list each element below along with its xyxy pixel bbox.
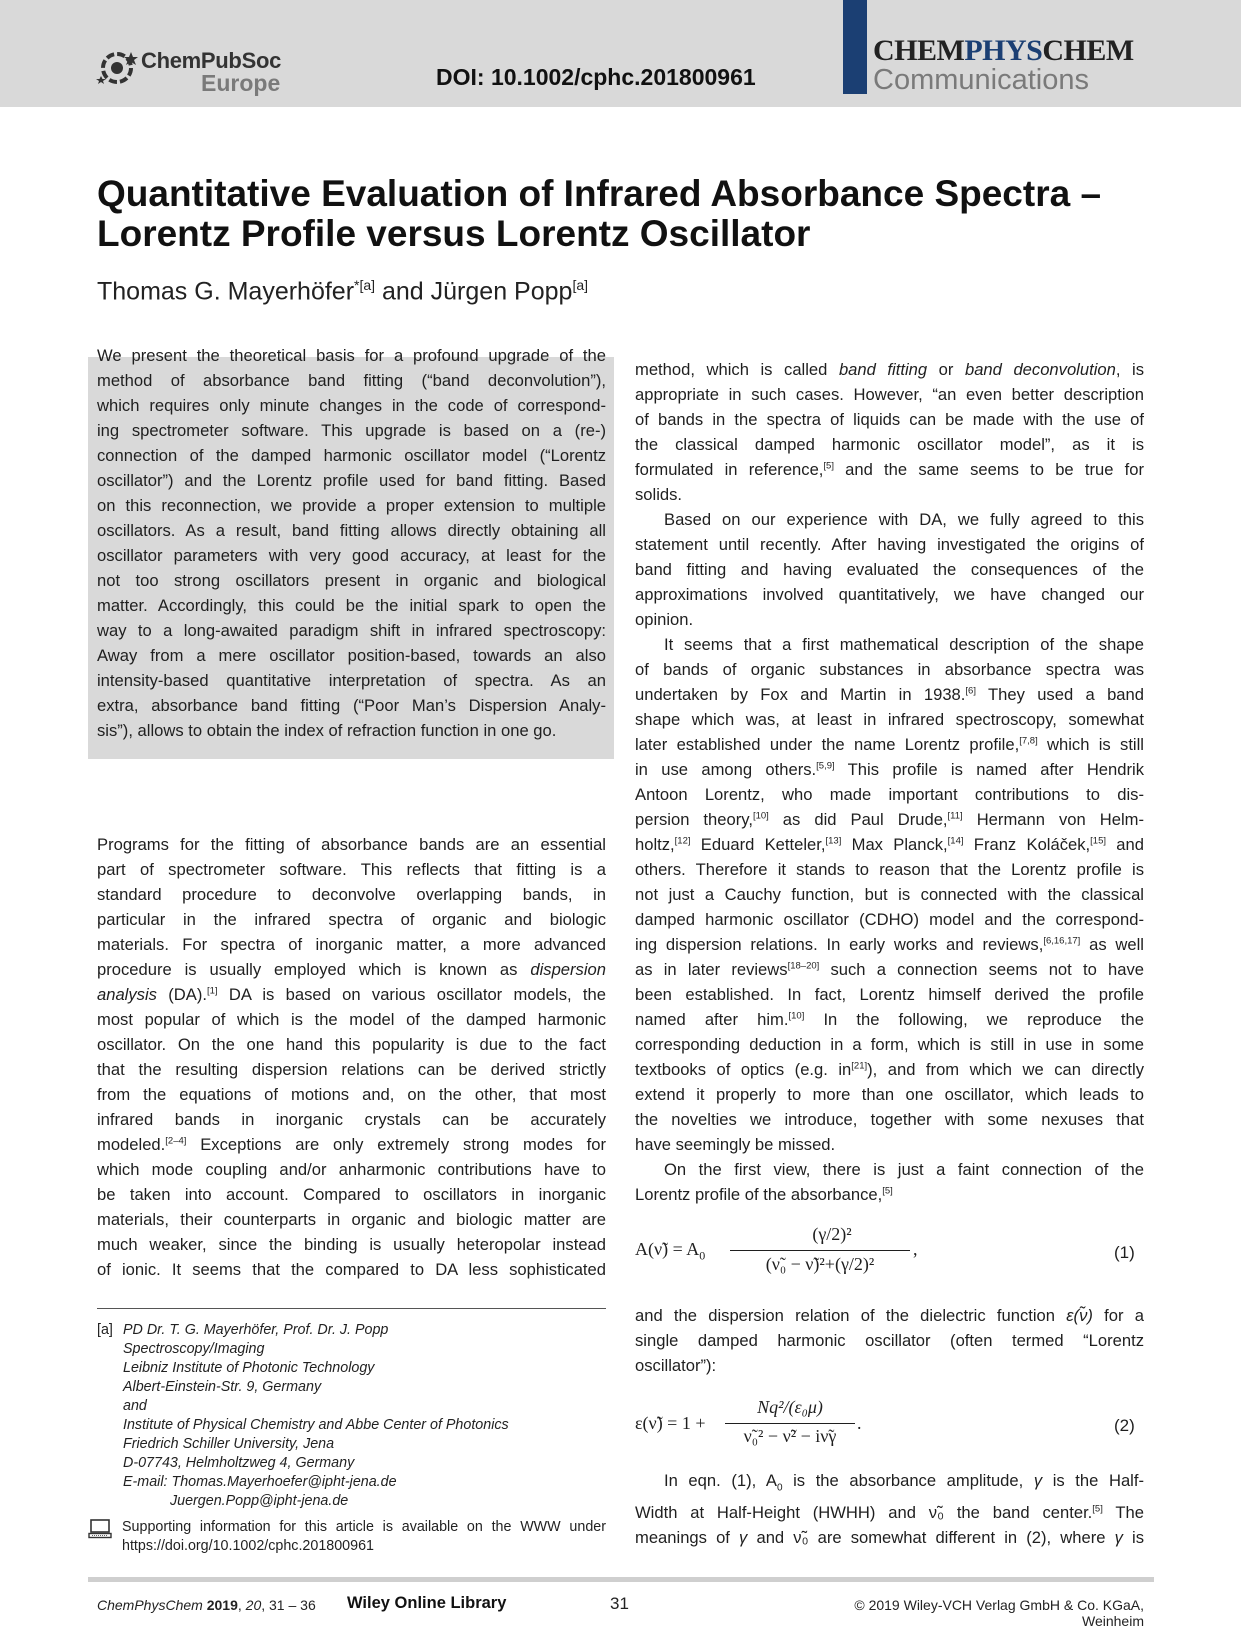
publisher-region: Europe: [201, 70, 281, 96]
footer-rule: [88, 1577, 1154, 1582]
page-header: [0, 0, 1241, 107]
body-paragraph-right-1: method, which is called band fitting or band deconvolution, is appropriate in such cases. However, “an even better description of bands in the spectra of liquids can be made with the use of the classical damped harmonic oscillator model”, as it is formulated in reference,[5] and the same seems to be true for solids. Based on our experience with DA, we fully agreed to this statement until recently. After having investigated the origins of band fitting and having evaluated the consequences of the approximations involved quantitatively, we have changed our opinion. It seems that a first mathematical description of the shape of bands of organic substances in absorbance spectra was undertaken by Fox and Martin in 1938.[6] They used a band shape which was, at least in infrared spectroscopy, somewhat later established under the name Lorentz profile,[7,8] which is still in use among others.[5,9] This profile is named after Hendrik Antoon Lorentz, who made important contributions to dis- persion theory,[10] as did Paul Drude,[11] Hermann von Helm- holtz,[12] Eduard Ketteler,[13] Max Planck,[14] Franz Koláček,[15] and others. Therefore it stands to reason that the Lorentz profile is not just a Cauchy function, but is connected with the classical damped harmonic oscillator (CDHO) model and the correspond- ing dispersion relations. In early works and reviews,[6,16,17] as well as in later reviews[18–20] such a connection seems not to have been established. In fact, Lorentz himself derived the profile named after him.[10] In the following, we reproduce the corresponding deduction in a form, which is still in use in some textbooks of optics (e.g. in[21]), and from which we can directly extend it properly to more than one oscillator, which leads to the novelties we introduce, together with some nexuses that have seemingly be missed. On the first view, there is just a faint connection of the Lorentz profile of the absorbance,[5]: [635, 360, 1145, 1204]
article-title: Quantitative Evaluation of Infrared Absorbance Spectra – Lorentz Profile versus Lorentz Oscillator: [97, 173, 1102, 254]
journal-name: CHEMPHYSCHEM: [873, 34, 1134, 67]
footnote-rule: [97, 1308, 606, 1309]
wiley-online-library-link[interactable]: Wiley Online Library: [347, 1594, 507, 1612]
publisher-name: ChemPubSoc: [141, 48, 282, 73]
footer-citation: ChemPhysChem 2019, 20, 31 – 36: [97, 1597, 316, 1613]
body-paragraph-intro: Programs for the fitting of absorbance bands are an essential part of spectrometer software. This reflects that fitting is a standard procedure to deconvolve overlapping bands, in particular in the infrared spectra of organic and biologic materials. For spectra of inorganic matter, a more advanced procedure is usually employed which is known as dispersion analysis (DA).[1] DA is based on various oscillator models, the most popular of which is the model of the damped harmonic oscillator. On the one hand this popularity is due to the fact that the resulting dispersion relations can be derived strictly from the equations of motions and, on the other, that most infrared bands in inorganic crystals can be accurately modeled.[2–4] Exceptions are only extremely strong modes for which mode coupling and/or anharmonic contributions have to be taken into account. Compared to oscillators in inorganic materials, their counterparts in organic and biologic matter are much weaker, since the binding is usually heteropolar instead of ionic. It seems that the compared to DA less sophisticated: [97, 835, 606, 1279]
journal-section: Communications: [873, 64, 1089, 96]
computer-icon: [88, 1519, 112, 1539]
doi: DOI: 10.1002/cphc.201800961: [436, 64, 756, 90]
supporting-info-note: Supporting information for this article is available on the WWW under https://doi.org/10.1002/cphc.201800961: [88, 1518, 606, 1556]
journal-accent-bar: [843, 0, 867, 94]
chempubsoc-logo-icon: [95, 46, 139, 90]
body-paragraph-right-2: and the dispersion relation of the dielectric function ε(ν̃) for a single damped harmonic oscillator (often termed “Lorentz oscillator”):: [635, 1306, 1144, 1375]
page-number: 31: [610, 1594, 629, 1613]
equation-1-number: (1): [1114, 1243, 1135, 1262]
email-1: E-mail: Thomas.Mayerhoefer@ipht-jena.de: [123, 1474, 397, 1490]
copyright: © 2019 Wiley-VCH Verlag GmbH & Co. KGaA, Weinheim: [854, 1597, 1144, 1629]
equation-2-number: (2): [1114, 1416, 1135, 1435]
author-line: Thomas G. Mayerhöfer$^{*[a]}$ and Jürgen Popp[a]: [97, 277, 589, 306]
affiliation-footnote: [a] PD Dr. T. G. Mayerhöfer, Prof. Dr. J. Popp Spectroscopy/Imaging Leibniz Institute of Photonic Technology Albert-Einstein-Str. 9, Germany and Institute of Physical Chemistry and Abbe Center of Photonics Friedrich Schiller University, Jena D-07743, Helmholtzweg 4, Germany E-mail: Thomas.Mayerhoefer@ipht-jena.de Juergen.Popp@ipht-jena.de: [97, 1321, 606, 1511]
body-paragraph-right-3: In eqn. (1), $A_0$ is the absorbance amplitude, γ is the Half- Width at Half-Height (HWHH) and ν̃₀ the band center.[5] The meanings of γ and ν̃₀ are somewhat different in (2), where γ is: [635, 1471, 1145, 1548]
supporting-info-link[interactable]: https://doi.org/10.1002/cphc.201800961: [122, 1538, 374, 1554]
email-2: Juergen.Popp@ipht-jena.de: [170, 1493, 349, 1509]
abstract-text: We present the theoretical basis for a profound upgrade of the method of absorbance band fitting (“band deconvolution”), which requires only minute changes in the code of correspond- ing spectrometer software. This upgrade is based on a (re-) connection of the damped harmonic oscillator model (“Lorentz oscillator”) and the Lorentz profile used for band fitting. Based on this reconnection, we provide a proper extension to multiple oscillators. As a result, band fitting allows directly obtaining all oscillator parameters with very good accuracy, at least for the not too strong oscillators present in organic and biological matter. Accordingly, this could be the initial spark to open the way to a long-awaited paradigm shift in infrared spectroscopy: Away from a mere oscillator position-based, towards an also intensity-based quantitative interpretation of spectra. As an extra, absorbance band fitting (“Poor Man’s Dispersion Analy- sis”), allows to obtain the index of refraction function in one go.: [97, 346, 606, 740]
